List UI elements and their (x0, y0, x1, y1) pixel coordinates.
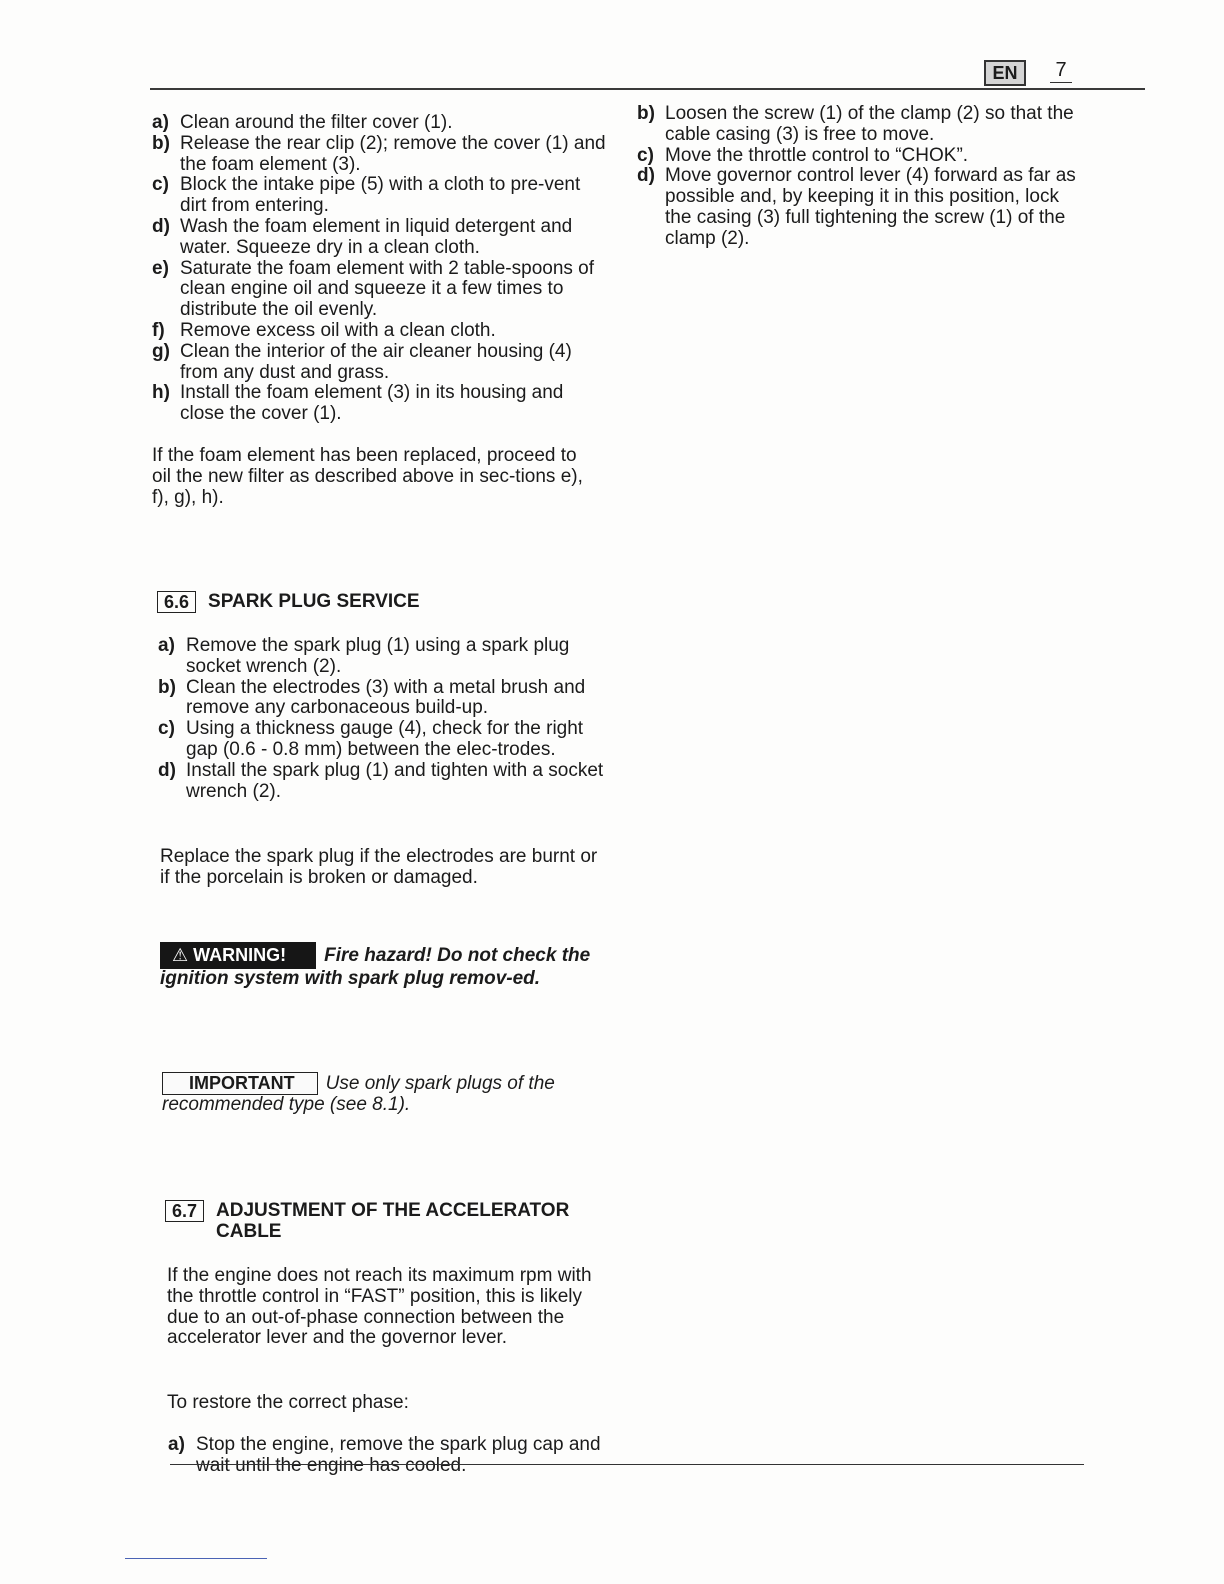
scan-edge-mark (125, 1558, 267, 1559)
header-rule (150, 88, 1145, 90)
warning-block (160, 942, 608, 990)
important-paragraph (162, 1072, 610, 1116)
important-text: Use only spark plugs of the recommended type (see 8.1). (162, 1073, 555, 1115)
list-item (152, 259, 607, 321)
section-spark-plug (157, 591, 612, 613)
step-text: Release the rear clip (2); remove the cover (1) and the foam element (3). (180, 132, 606, 175)
section-number: 6.6 (157, 591, 196, 613)
filter-steps-list (152, 113, 607, 425)
step-text: Move governor control lever (4) forward as far as possible and, by keeping it in this position, lock the casing (3) full tightening the screw (1) of the clamp (2). (665, 165, 1076, 249)
step-key: f) (152, 319, 165, 341)
list-item (152, 175, 607, 217)
page-number: 7 (1050, 58, 1072, 83)
list-item (152, 134, 607, 176)
list-item (152, 342, 607, 384)
list-item (637, 146, 1077, 167)
important-badge: IMPORTANT (162, 1072, 318, 1095)
list-item (637, 104, 1077, 146)
right-steps-block (637, 104, 1077, 250)
step-key: b) (637, 103, 655, 124)
section-heading (165, 1200, 615, 1242)
step-text: Remove the spark plug (1) using a spark plug socket wrench (2). (186, 635, 570, 677)
step-key: b) (152, 132, 170, 154)
list-item (158, 719, 606, 761)
section-title: SPARK PLUG SERVICE (208, 591, 420, 612)
accel-intro: If the engine does not reach its maximum rpm with the throttle control in “FAST” position, this is likely due to an out-of-phase connection between the accelerator lever and the governor lever. (167, 1265, 592, 1349)
section-accelerator-cable (165, 1200, 615, 1242)
list-item (152, 113, 607, 134)
step-key: c) (158, 718, 175, 740)
filter-steps-block (152, 113, 607, 425)
accel-intro-block (167, 1266, 610, 1349)
right-steps-list (637, 104, 1077, 250)
step-key: a) (152, 112, 169, 133)
footer-rule (170, 1464, 1084, 1465)
replace-note-block (160, 847, 606, 889)
step-text: Clean the electrodes (3) with a metal brush and remove any carbonaceous build-up. (186, 676, 586, 719)
step-key: e) (152, 257, 169, 279)
step-text: Stop the engine, remove the spark plug cap and wait until the engine has cooled. (196, 1434, 601, 1476)
accel-restore: To restore the correct phase: (167, 1392, 409, 1413)
step-text: Install the spark plug (1) and tighten with a socket wrench (2). (186, 759, 604, 802)
step-key: g) (152, 340, 170, 362)
section-heading (157, 591, 612, 613)
list-item (152, 383, 607, 425)
spark-steps-list (158, 636, 606, 802)
step-key: h) (152, 382, 170, 404)
warning-badge (160, 942, 316, 969)
step-key: a) (168, 1434, 185, 1455)
step-text: Block the intake pipe (5) with a cloth to pre-vent dirt from entering. (180, 174, 581, 217)
step-text: Using a thickness gauge (4), check for the right gap (0.6 - 0.8 mm) between the elec-trodes. (186, 718, 584, 760)
language-badge: EN (984, 60, 1026, 86)
section-number: 6.7 (165, 1200, 204, 1222)
accel-restore-block (167, 1393, 610, 1414)
step-text: Saturate the foam element with 2 table-spoons of clean engine oil and squeeze it a few times to distribute the oil evenly. (180, 257, 595, 321)
step-key: b) (158, 676, 176, 698)
warning-label: WARNING! (193, 945, 287, 965)
important-block (162, 1072, 610, 1116)
warning-paragraph (160, 942, 608, 990)
accel-steps-list (168, 1435, 611, 1477)
warning-text: Fire hazard! Do not check the ignition system with spark plug remov-ed. (160, 945, 591, 989)
spark-steps-block (158, 636, 606, 802)
list-item (158, 761, 606, 803)
step-key: d) (637, 165, 655, 187)
step-key: c) (637, 144, 654, 166)
list-item (168, 1435, 611, 1477)
list-item (152, 217, 607, 259)
step-text: Remove excess oil with a clean cloth. (180, 319, 496, 341)
step-key: a) (158, 635, 175, 656)
replaced-note: If the foam element has been replaced, proceed to oil the new filter as described above in sec-tions e), f), g), h). (152, 445, 583, 508)
step-text: Install the foam element (3) in its housing and close the cover (1). (180, 382, 564, 425)
step-key: c) (152, 174, 169, 196)
replaced-note-block (152, 446, 600, 508)
replace-note: Replace the spark plug if the electrodes are burnt or if the porcelain is broken or damaged. (160, 846, 598, 888)
step-text: Loosen the screw (1) of the clamp (2) so that the cable casing (3) is free to move. (665, 103, 1074, 145)
step-text: Clean around the filter cover (1). (180, 112, 453, 133)
step-key: d) (152, 215, 170, 237)
accel-steps-block (168, 1435, 611, 1477)
section-title: ADJUSTMENT OF THE ACCELERATOR CABLE (216, 1200, 570, 1242)
warning-triangle-icon: ⚠ (172, 945, 189, 965)
step-key: d) (158, 759, 176, 781)
list-item (152, 321, 607, 342)
list-item (158, 636, 606, 678)
step-text: Clean the interior of the air cleaner housing (4) from any dust and grass. (180, 340, 572, 383)
step-text: Move the throttle control to “CHOK”. (665, 144, 969, 166)
list-item (637, 166, 1077, 249)
list-item (158, 678, 606, 720)
step-text: Wash the foam element in liquid detergent and water. Squeeze dry in a clean cloth. (180, 215, 573, 258)
